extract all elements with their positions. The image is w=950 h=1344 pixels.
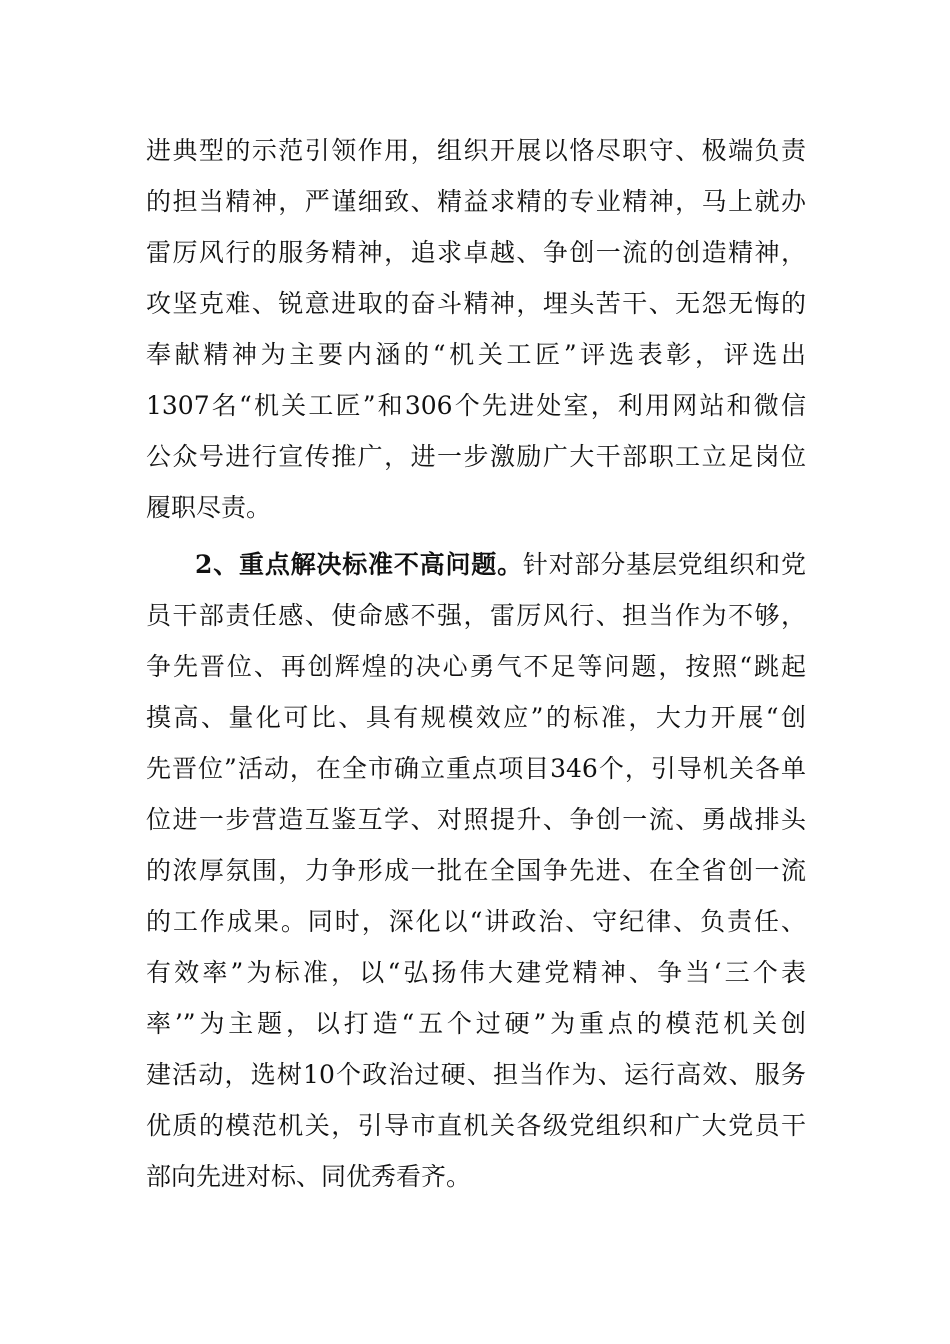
paragraph-1-line-1: 进典型的示范引领作用，组织开展以恪尽职守、极端负责 xyxy=(146,136,806,165)
paragraph-1-line-3: 雷厉风行的服务精神，追求卓越、争创一流的创造精神， xyxy=(146,238,806,267)
paragraph-2-line-4: 摸高、量化可比、具有规模效应”的标准，大力开展“创 xyxy=(146,703,806,732)
paragraph-2-line-13: 部向先进对标、同优秀看齐。 xyxy=(146,1162,472,1191)
paragraph-1-line-2: 的担当精神，严谨细致、精益求精的专业精神，马上就办 xyxy=(146,187,806,216)
section-heading: 2、重点解决标准不高问题。 xyxy=(195,550,523,579)
paragraph-1-line-6: 1307名“机关工匠”和306个先进处室，利用网站和微信 xyxy=(146,391,806,420)
paragraph-2-line-6: 位进一步营造互鉴互学、对照提升、争创一流、勇战排头 xyxy=(146,805,806,834)
paragraph-1-line-4: 攻坚克难、锐意进取的奋斗精神，埋头苦干、无怨无悔的 xyxy=(146,289,806,318)
paragraph-2-line-1-text: 针对部分基层党组织和党 xyxy=(522,550,806,579)
paragraph-2-line-1 xyxy=(195,545,806,585)
paragraph-2-line-2: 员干部责任感、使命感不强，雷厉风行、担当作为不够， xyxy=(146,601,806,630)
paragraph-2-line-12: 优质的模范机关，引导市直机关各级党组织和广大党员干 xyxy=(146,1111,806,1140)
paragraph-2-line-3: 争先晋位、再创辉煌的决心勇气不足等问题，按照“跳起 xyxy=(146,652,806,681)
paragraph-1-line-7: 公众号进行宣传推广，进一步激励广大干部职工立足岗位 xyxy=(146,442,806,471)
paragraph-2-line-10: 率’”为主题，以打造“五个过硬”为重点的模范机关创 xyxy=(146,1009,806,1038)
paragraph-2-line-11: 建活动，选树10个政治过硬、担当作为、运行高效、服务 xyxy=(146,1060,806,1089)
paragraph-2-line-9: 有效率”为标准，以“弘扬伟大建党精神、争当‘三个表 xyxy=(146,958,806,987)
paragraph-2-line-7: 的浓厚氛围，力争形成一批在全国争先进、在全省创一流 xyxy=(146,856,806,885)
paragraph-1-line-5: 奉献精神为主要内涵的“机关工匠”评选表彰，评选出 xyxy=(146,340,806,369)
paragraph-2-line-8: 的工作成果。同时，深化以“讲政治、守纪律、负责任、 xyxy=(146,907,806,936)
paragraph-2-line-5: 先晋位”活动，在全市确立重点项目346个，引导机关各单 xyxy=(146,754,806,783)
paragraph-1-line-8: 履职尽责。 xyxy=(146,493,272,522)
